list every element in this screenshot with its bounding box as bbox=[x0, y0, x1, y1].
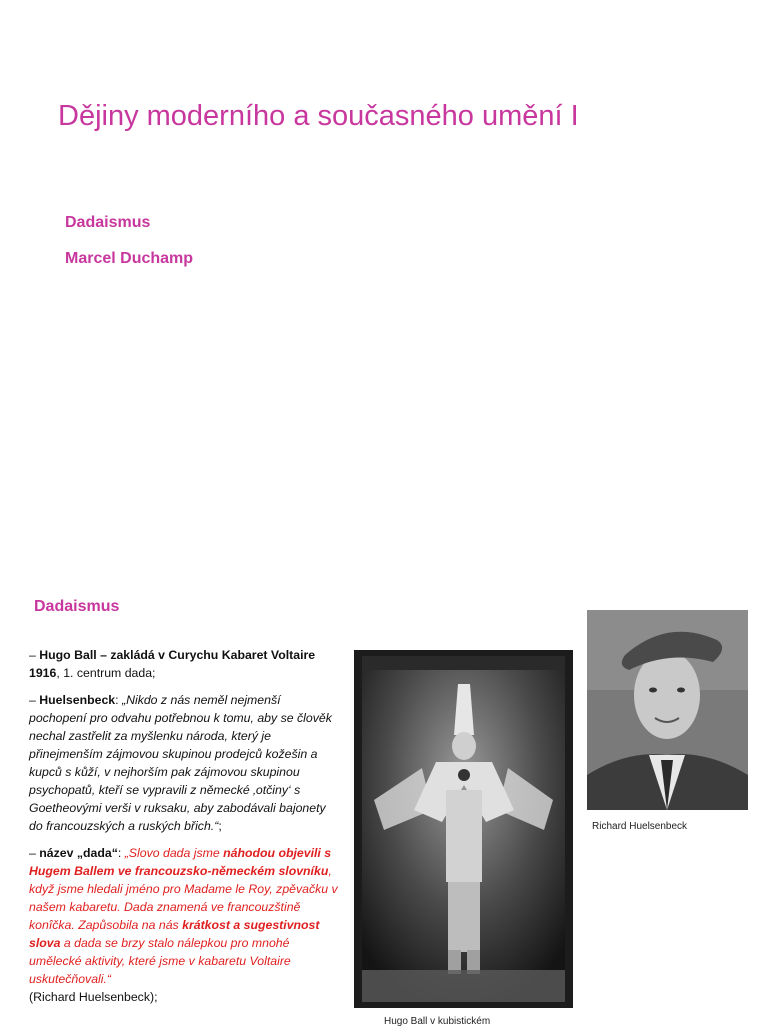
colon: : bbox=[117, 846, 125, 860]
text: ; bbox=[218, 819, 222, 833]
colon: : bbox=[115, 693, 122, 707]
dash: – bbox=[29, 693, 40, 707]
bold-text: název „dada“ bbox=[39, 846, 118, 860]
richard-huelsenbeck-photo bbox=[587, 610, 748, 810]
bold-text: Hugo Ball – zakládá v Curychu Kabaret Voltaire 1916 bbox=[29, 648, 316, 680]
hugo-ball-photo bbox=[354, 650, 573, 1008]
attribution: (Richard Huelsenbeck); bbox=[29, 990, 158, 1004]
quote-text: „Slovo dada jsme bbox=[124, 846, 224, 860]
quote-text: „Nikdo z nás neměl nejmenší pochopení pro odvahu potřebnou k tomu, aby se člověk nechal zastřelit za myšlenku národa, který je přinejmenším zájmovou skupinou prodejců kožešin a kupců s kůží, v nejhorším pak zájmovou skupinou psychopatů, kteří se vypravili z německé ‚otčiny‘ s Goetheovými verši v ruksaku, aby zabodávali bajonety do francouzských a ruských břich.“ bbox=[29, 693, 332, 833]
paragraph-hugo-ball bbox=[29, 646, 341, 682]
subtitle-dadaismus: Dadaismus bbox=[65, 214, 151, 231]
text: , 1. centrum dada; bbox=[56, 666, 156, 680]
paragraph-huelsenbeck bbox=[29, 691, 341, 835]
caption-right: Richard Huelsenbeck bbox=[592, 821, 688, 832]
slide-heading: Dadaismus bbox=[34, 598, 120, 615]
subtitle-duchamp: Marcel Duchamp bbox=[65, 250, 194, 267]
quote-text: , když jsme hledali jméno pro Madame le Roy, zpěvačku v našem kabaretu. Dada znamená ve francouzštině konîčka. Zapůsobila na nás bbox=[29, 864, 338, 932]
paragraph-dada-name bbox=[29, 844, 341, 1006]
dash: – bbox=[29, 846, 40, 860]
quote-text: a dada se brzy stalo nálepkou pro mnohé umělecké aktivity, které jsme v kabaretu Voltaire uskutečňovali.“ bbox=[29, 936, 291, 986]
quote-bold: náhodou objevili s Hugem Ballem ve francouzsko-německém slovníku bbox=[29, 846, 332, 878]
dash: – bbox=[29, 648, 40, 662]
bold-text: Huelsenbeck bbox=[39, 693, 116, 707]
content-slide bbox=[0, 570, 768, 1027]
page-title: Dějiny moderního a současného umění I bbox=[58, 100, 579, 132]
quote-bold: krátkost a sugestivnost slova bbox=[29, 918, 320, 950]
slide-body-text bbox=[29, 646, 341, 1015]
caption-left: Hugo Ball v kubistickém bbox=[384, 1016, 491, 1027]
